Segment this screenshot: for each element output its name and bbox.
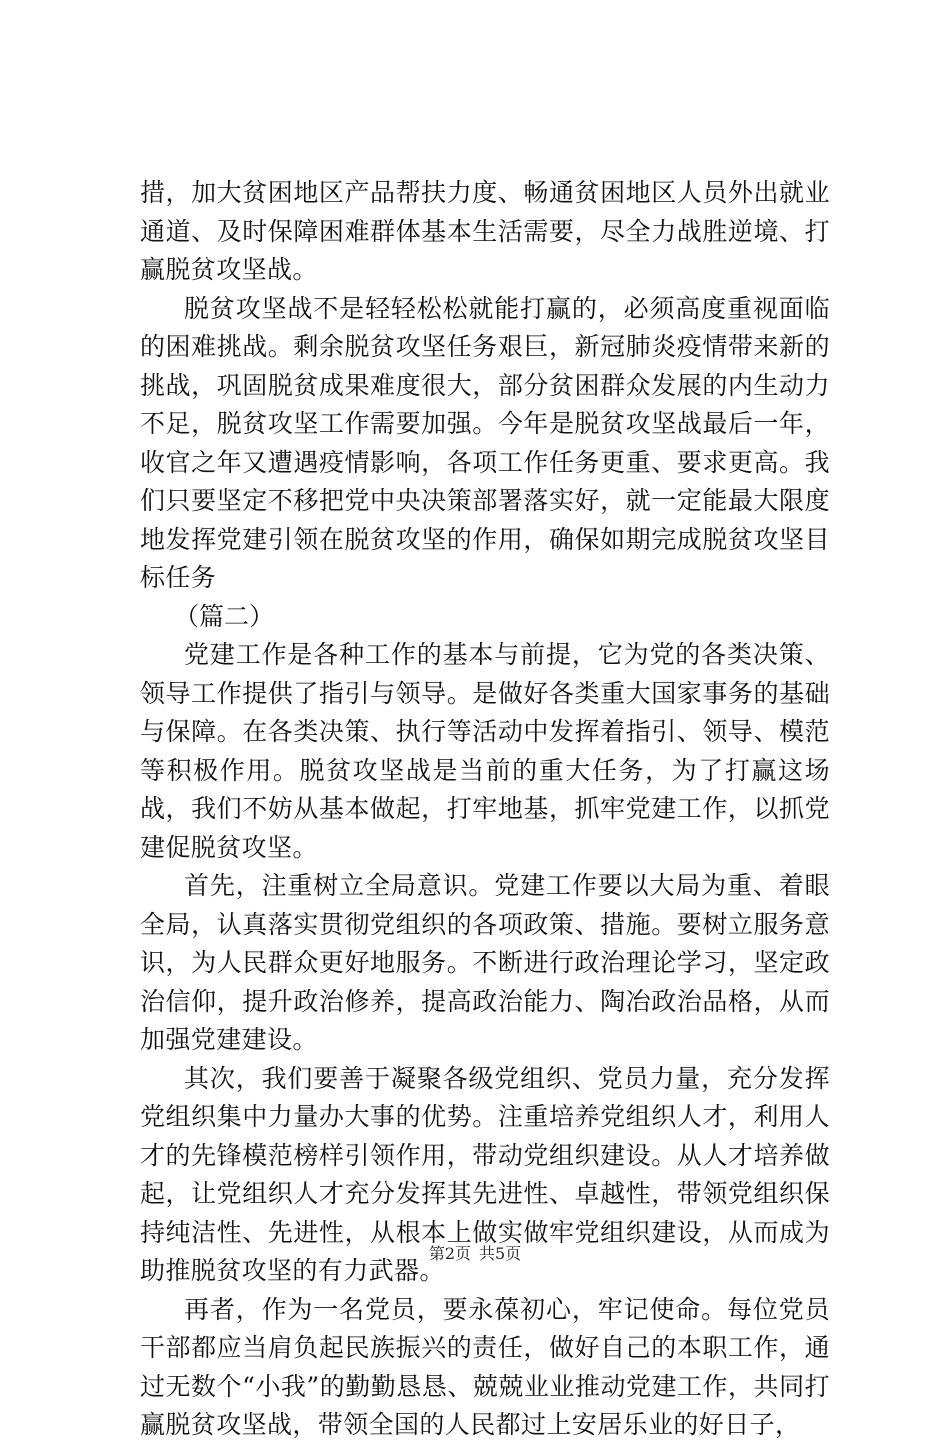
paragraph: 脱贫攻坚战不是轻轻松松就能打赢的，必须高度重视面临的困难挑战。剩余脱贫攻坚任务艰巨，新冠肺炎疫情带来新的挑战，巩固脱贫成果难度很大，部分贫困群众发展的内生动力不足，脱贫攻坚工作需要加强。今年是脱贫攻坚战最后一年，收官之年又遭遇疫情影响，各项工作任务更重、要求更高。我们只要坚定不移把党中央决策部署落实好，就一定能最大限度地发挥党建引领在脱贫攻坚的作用，确保如期完成脱贫攻坚目标任务 (140, 293, 830, 592)
page-total: 共5页 (479, 1244, 522, 1263)
paragraph: 首先，注重树立全局意识。党建工作要以大局为重、着眼全局，认真落实贯彻党组织的各项政策、措施。要树立服务意识，为人民群众更好地服务。不断进行政治理论学习，坚定政治信仰，提升政治修养，提高政治能力、陶冶政治品格，从而加强党建建设。 (140, 871, 830, 1054)
paragraph: 再者，作为一名党员，要永葆初心，牢记使命。每位党员干部都应当肩负起民族振兴的责任，做好自己的本职工作，通过无数个“小我”的勤勤恳恳、兢兢业业推动党建工作，共同打赢脱贫攻坚战，带领全国的人民都过上安居乐业的好日子， (140, 1294, 830, 1439)
section-heading: （篇二） (174, 601, 275, 631)
page-footer (0, 1244, 950, 1264)
page-number: 第2页 (428, 1244, 471, 1263)
paragraph: 党建工作是各种工作的基本与前提，它为党的各类决策、领导工作提供了指引与领导。是做好各类重大国家事务的基础与保障。在各类决策、执行等活动中发挥着指引、领导、模范等积极作用。脱贫攻坚战是当前的重大任务，为了打赢这场战，我们不妨从基本做起，打牢地基，抓牢党建工作，以抓党建促脱贫攻坚。 (140, 640, 830, 862)
paragraph-continuation: 措，加大贫困地区产品帮扶力度、畅通贫困地区人员外出就业通道、及时保障困难群体基本生活需要，尽全力战胜逆境、打赢脱贫攻坚战。 (140, 178, 830, 284)
paragraph: 其次，我们要善于凝聚各级党组织、党员力量，充分发挥党组织集中力量办大事的优势。注重培养党组织人才，利用人才的先锋模范榜样引领作用，带动党组织建设。从人才培养做起，让党组织人才充分发挥其先进性、卓越性，带领党组织保持纯洁性、先进性，从根本上做实做牢党组织建设，从而成为助推脱贫攻坚的有力武器。 (140, 1063, 830, 1285)
